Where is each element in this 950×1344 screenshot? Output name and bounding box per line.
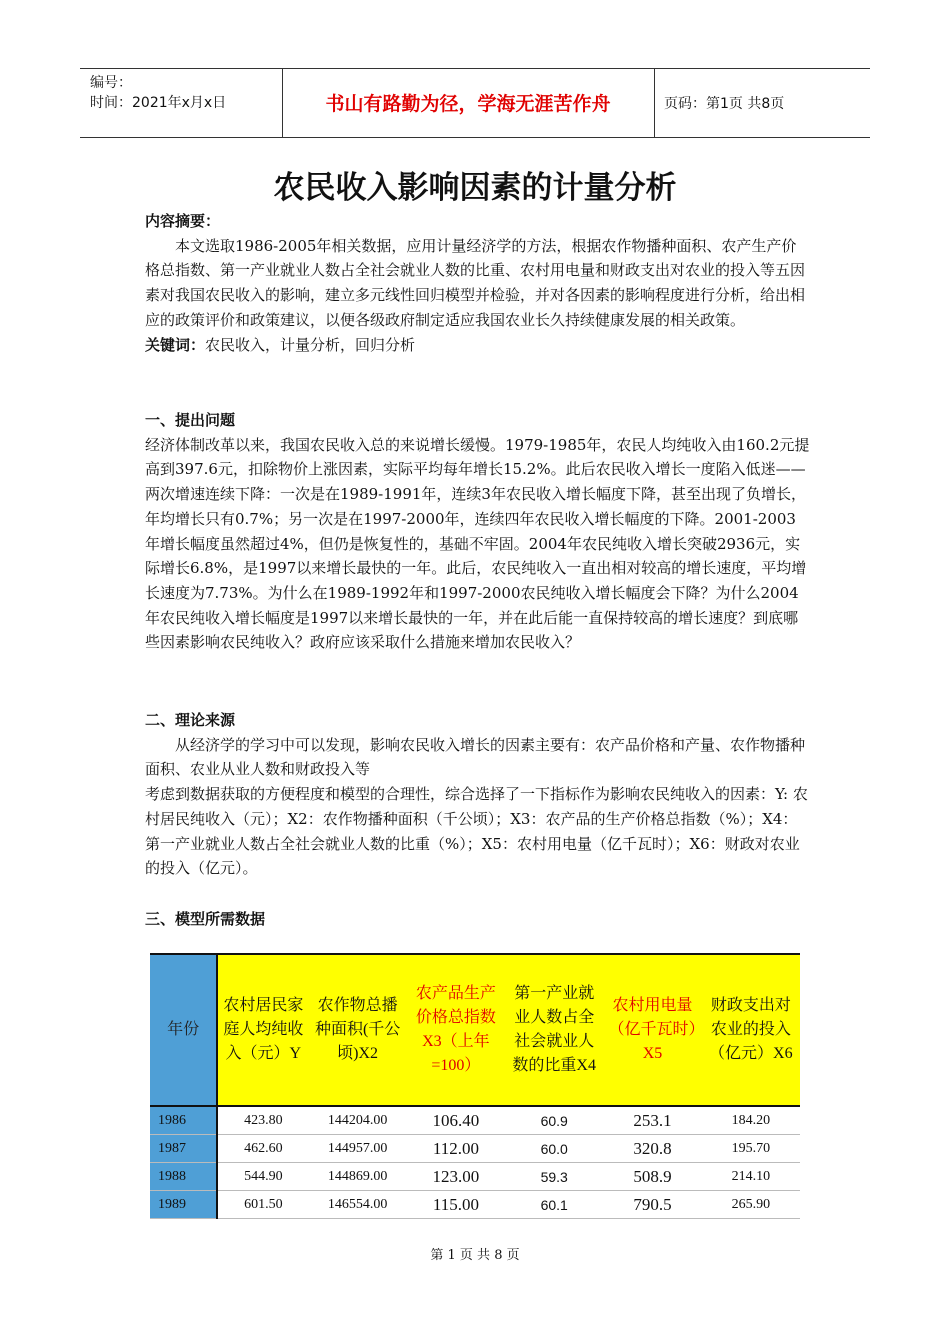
cell-year: 1986 xyxy=(150,1106,217,1135)
cell-x5: 790.5 xyxy=(603,1191,701,1219)
cell-y: 601.50 xyxy=(217,1191,308,1219)
section-1 xyxy=(145,408,810,655)
cell-year: 1987 xyxy=(150,1135,217,1163)
document-title: 农民收入影响因素的计量分析 xyxy=(273,170,677,206)
table-row xyxy=(150,1106,800,1135)
cell-x6: 214.10 xyxy=(702,1163,800,1191)
table-header-row xyxy=(150,954,800,1106)
cell-x5: 508.9 xyxy=(603,1163,701,1191)
table-header-x4: 第一产业就业人数占全社会就业人数的比重X4 xyxy=(505,954,603,1106)
abstract-section xyxy=(145,209,810,357)
cell-x4: 60.1 xyxy=(505,1191,603,1219)
cell-x2: 146554.00 xyxy=(308,1191,406,1219)
header-divider xyxy=(654,69,655,137)
table-header-y: 农村居民家庭人均纯收入（元）Y xyxy=(217,954,308,1106)
header-page-info: 页码：第1页 共8页 xyxy=(664,96,785,112)
abstract-body: 本文选取1986-2005年相关数据，应用计量经济学的方法，根据农作物播种面积、农产生产价格总指数、第一产业就业人数占全社会就业人数的比重、农村用电量和财政支出对农业的投入等五因素对我国农民收入的影响，建立多元线性回归模型并检验，并对各因素的影响程度进行分析，给出相应的政策评价和政策建议，以便各级政府制定适应我国农业长久持续健康发展的相关政策。 xyxy=(145,236,806,329)
cell-x3: 106.40 xyxy=(407,1106,505,1135)
serial-label: 编号： xyxy=(90,75,132,91)
keywords-line xyxy=(145,333,810,358)
keywords-text: 农民收入，计量分析，回归分析 xyxy=(205,335,416,354)
data-table xyxy=(150,953,800,1219)
cell-x3: 123.00 xyxy=(407,1163,505,1191)
cell-x5: 253.1 xyxy=(603,1106,701,1135)
abstract-heading: 内容摘要： xyxy=(145,212,221,230)
section-1-heading: 一、提出问题 xyxy=(145,411,236,429)
cell-x6: 184.20 xyxy=(702,1106,800,1135)
page-header xyxy=(80,68,870,138)
cell-x3: 112.00 xyxy=(407,1135,505,1163)
table-row xyxy=(150,1135,800,1163)
section-2-para2: 考虑到数据获取的方便程度和模型的合理性，综合选择了一下指标作为影响农民纯收入的因素：Y: 农村居民纯收入（元）；X2：农作物播种面积（千公顷）；X3：农产品的生产价格总指数（%）；X4：第一产业就业人数占全社会就业人数的比重（%）；X5：农村用电量（亿千瓦时）；X6：财政对农业的投入（亿元）。 xyxy=(145,785,808,878)
section-2-heading: 二、理论来源 xyxy=(145,711,236,729)
cell-x4: 59.3 xyxy=(505,1163,603,1191)
cell-x3: 115.00 xyxy=(407,1191,505,1219)
cell-x6: 265.90 xyxy=(702,1191,800,1219)
cell-x6: 195.70 xyxy=(702,1135,800,1163)
table-header-x5: 农村用电量（亿千瓦时）X5 xyxy=(603,954,701,1106)
header-meta xyxy=(90,73,226,113)
table-header-x6: 财政支出对农业的投入（亿元）X6 xyxy=(702,954,800,1106)
keywords-label: 关键词： xyxy=(145,335,206,354)
cell-y: 462.60 xyxy=(217,1135,308,1163)
cell-x2: 144204.00 xyxy=(308,1106,406,1135)
cell-y: 544.90 xyxy=(217,1163,308,1191)
table-header-year: 年份 xyxy=(150,954,217,1106)
time-label: 时间：2021年x月x日 xyxy=(90,95,227,111)
cell-year: 1989 xyxy=(150,1191,217,1219)
table-row xyxy=(150,1191,800,1219)
cell-x4: 60.9 xyxy=(505,1106,603,1135)
page-footer: 第 1 页 共 8 页 xyxy=(430,1248,520,1263)
header-motto: 书山有路勤为径，学海无涯苦作舟 xyxy=(325,93,611,115)
cell-x2: 144957.00 xyxy=(308,1135,406,1163)
cell-x4: 60.0 xyxy=(505,1135,603,1163)
cell-x2: 144869.00 xyxy=(308,1163,406,1191)
section-2 xyxy=(145,708,810,881)
table-row xyxy=(150,1163,800,1191)
section-1-body: 经济体制改革以来，我国农民收入总的来说增长缓慢。1979-1985年，农民人均纯收入由160.2元提高到397.6元，扣除物价上涨因素，实际平均每年增长15.2%。此后农民收入增长一度陷入低迷——两次增速连续下降：一次是在1989-1991年，连续3年农民收入增长幅度下降，甚至出现了负增长，年均增长只有0.7%；另一次是在1997-2000年，连续四年农民收入增长幅度的下降。2001-2003年增长幅度虽然超过4%，但仍是恢复性的，基础不牢固。2004年农民纯收入增长突破2936元，实际增长6.8%，是1997以来增长最快的一年。此后，农民纯收入一直出相对较高的增长速度，平均增长速度为7.73%。为什么在1989-1992年和1997-2000农民纯收入增长幅度会下降？为什么2004年农民纯收入增长幅度是1997以来增长最快的一年，并在此后能一直保持较高的增长速度？到底哪些因素影响农民纯收入？政府应该采取什么措施来增加农民收入？ xyxy=(145,435,810,652)
cell-y: 423.80 xyxy=(217,1106,308,1135)
table-header-x2: 农作物总播种面积(千公顷)X2 xyxy=(308,954,406,1106)
table-header-x3: 农产品生产价格总指数X3（上年=100） xyxy=(407,954,505,1106)
section-3-heading: 三、模型所需数据 xyxy=(145,910,266,928)
cell-year: 1988 xyxy=(150,1163,217,1191)
cell-x5: 320.8 xyxy=(603,1135,701,1163)
section-2-para1: 从经济学的学习中可以发现，影响农民收入增长的因素主要有：农产品价格和产量、农作物播种面积、农业从业人数和财政投入等 xyxy=(145,735,806,779)
